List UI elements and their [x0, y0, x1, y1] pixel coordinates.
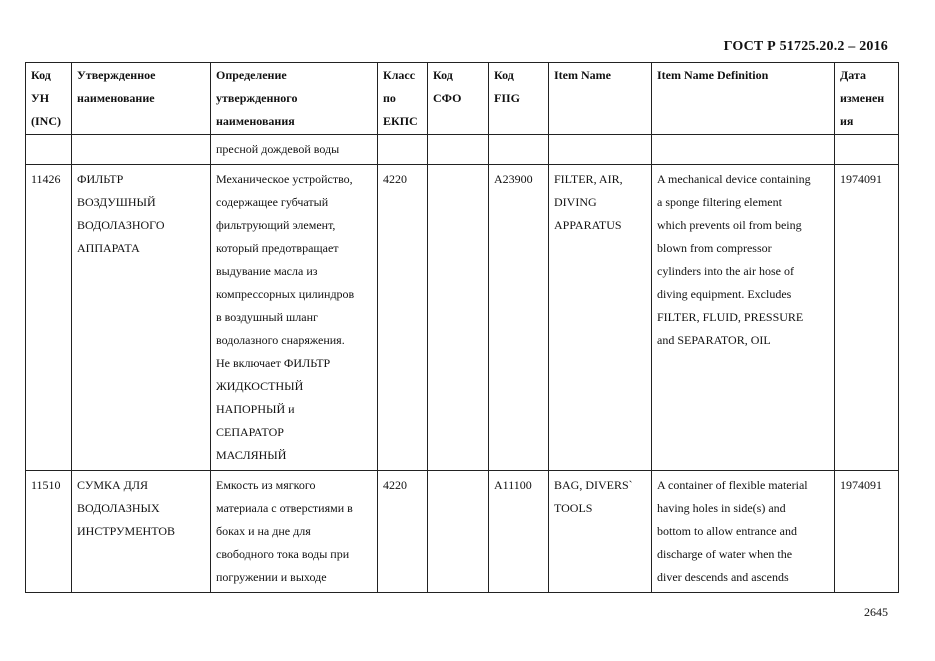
- col-header-class: Класс по ЕКПС: [378, 63, 428, 135]
- cell-sfo: [428, 165, 489, 471]
- col-header-fiig: Код FIIG: [489, 63, 549, 135]
- cell-approved-name: СУМКА ДЛЯ ВОДОЛАЗНЫХ ИНСТРУМЕНТОВ: [72, 471, 211, 593]
- page-number: 2645: [864, 605, 888, 619]
- continuation-text: пресной дождевой воды: [211, 135, 378, 165]
- table-header-row: [26, 63, 899, 135]
- col-header-item-name: Item Name: [549, 63, 652, 135]
- cell-date: 1974091: [835, 165, 899, 471]
- cell-item-definition: A mechanical device containing a sponge filtering element which prevents oil from being blown from compressor cylinders into the air hose of diving equipment. Excludes FILTER, FLUID, PRESSURE and SEPARATOR, OIL: [652, 165, 835, 471]
- cell-sfo: [428, 471, 489, 593]
- nomenclature-table: [25, 62, 899, 593]
- cell-class: 4220: [378, 165, 428, 471]
- cell-date: 1974091: [835, 471, 899, 593]
- col-header-approved-name: Утвержденное наименование: [72, 63, 211, 135]
- cell-item-name: BAG, DIVERS` TOOLS: [549, 471, 652, 593]
- cell-item-definition: A container of flexible material having holes in side(s) and bottom to allow entrance and discharge of water when the diver descends and ascends: [652, 471, 835, 593]
- standard-header: ГОСТ Р 51725.20.2 – 2016: [723, 39, 888, 54]
- cell-fiig: A11100: [489, 471, 549, 593]
- col-header-item-definition: Item Name Definition: [652, 63, 835, 135]
- cell-fiig: A23900: [489, 165, 549, 471]
- cell-inc: 11510: [26, 471, 72, 593]
- cell-definition: Емкость из мягкого материала с отверстиями в боках и на дне для свободного тока воды при погружении и выходе: [211, 471, 378, 593]
- cell-item-name: FILTER, AIR, DIVING APPARATUS: [549, 165, 652, 471]
- cell-class: 4220: [378, 471, 428, 593]
- table-row: [26, 165, 899, 471]
- col-header-sfo: Код СФО: [428, 63, 489, 135]
- col-header-inc: Код УН (INC): [26, 63, 72, 135]
- table-row: [26, 471, 899, 593]
- col-header-definition: Определение утвержденного наименования: [211, 63, 378, 135]
- continuation-row: [26, 135, 899, 165]
- cell-approved-name: ФИЛЬТР ВОЗДУШНЫЙ ВОДОЛАЗНОГО АППАРАТА: [72, 165, 211, 471]
- cell-inc: 11426: [26, 165, 72, 471]
- cell-definition: Механическое устройство, содержащее губчатый фильтрующий элемент, который предотвращает выдувание масла из компрессорных цилиндров в воздушный шланг водолазного снаряжения. Не включает ФИЛЬТР ЖИДКОСТНЫЙ НАПОРНЫЙ и СЕПАРАТОР МАСЛЯНЫЙ: [211, 165, 378, 471]
- col-header-date: Дата изменен ия: [835, 63, 899, 135]
